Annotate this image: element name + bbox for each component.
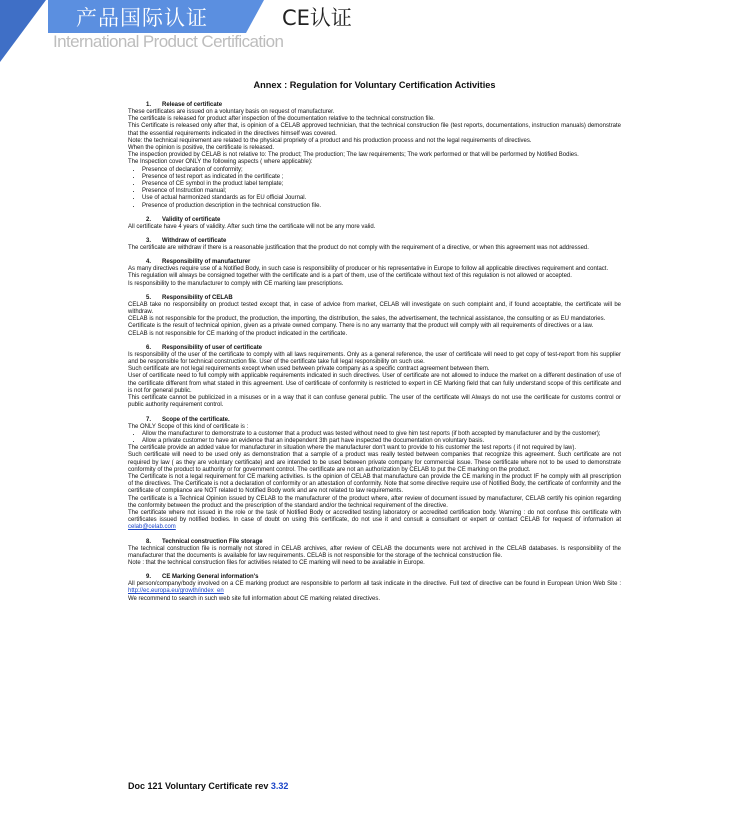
paragraph-text: These certificates are issued on a voluntary basis on request of manufacturer. [128, 109, 335, 115]
bullet-item: • Allow the manufacturer to demonstrate to a customer that a product was tested without need to give him test reports (if both accepted by manufacturer and by the customer); [142, 431, 621, 438]
section-heading-text: CE Marking General information's [162, 574, 259, 581]
paragraph-text: We recommend to search in such web site full information about CE marking related directives. [128, 595, 381, 602]
bullet-item: • Presence of production description in the technical construction file. [142, 203, 621, 210]
paragraph [128, 145, 621, 152]
paragraph-text: All person/company/body involved on a CE marking product are responsible to perform all task indicate in the directive. Full text of directive can be found in European Union Web Site : [128, 581, 621, 588]
paragraph [128, 245, 621, 252]
paragraph-text: The Certificate is not a legal requirement for CE marking activities. Is the opinion of CELAB that manufacture can provide the CE marking in the product IF he comply with all prescription of the directives. The Certificate is not a declaration of conformity or an attestation of conformity. Note that some directive require use of Notified Body, the certificate of conformity and the certificate of compliance are NOT related to Notified Body work and are not related to law requirements. [128, 473, 621, 495]
paragraph [128, 323, 621, 330]
paragraph [128, 123, 621, 137]
footer-doc-label: Doc 121 Voluntary Certificate rev [128, 781, 271, 791]
banner-english-title: International Product Certification [53, 32, 284, 51]
paragraph [128, 138, 621, 145]
section-heading [128, 574, 621, 581]
banner-triangle-decoration [0, 0, 46, 62]
bullet-list [128, 431, 621, 445]
paragraph-text: Note: the technical requirement are related to the physical propriety of a product and his production process and not the legal requirements of directives. [128, 137, 532, 144]
section-heading-text: Responsibility of user of certificate [162, 344, 263, 351]
section-number: 7. [146, 416, 152, 423]
paragraph [128, 581, 621, 595]
section-heading [128, 417, 621, 424]
paragraph-text: The certificate where not issued in the role or the task of Notified Body or accredited testing laboratory or accredited certification body. Warning : do not confuse this certificate with certificates issued by notified bodies. In case of doubt on using this certificate, do not use it and consult a consultant or expert or contact CELAB for request of information at [128, 509, 621, 524]
section-heading [128, 345, 621, 352]
paragraph [128, 331, 621, 338]
paragraph-text: The ONLY Scope of this kind of certificate is : [128, 423, 249, 430]
section-heading [128, 102, 621, 109]
paragraph [128, 316, 621, 323]
paragraph-text: This certificate cannot be publicized in a misuses or in a way that it can confuse general public. The user of the certificate will Always do not use the certificate for customs control or public authority requirement control. [128, 395, 621, 409]
paragraph [128, 266, 621, 273]
paragraph-text: The Inspection cover ONLY the following aspects ( where applicable): [128, 159, 313, 166]
paragraph [128, 546, 621, 560]
paragraph [128, 445, 621, 452]
section-heading [128, 259, 621, 266]
document-sections [128, 102, 621, 603]
paragraph-text: Certificate is the result of technical opinion, given as a private owned company. There is no any warranty that the product will comply with all requirements of directives or a law. [128, 323, 594, 330]
paragraph-text: The certificate is a Technical Opinion issued by CELAB to the manufacturer of the product where, after review of document issued by manufacturer, CELAB certify his opinion regarding the conformity between the product and the prescription of the standard and/or the technical requirement of the directive. [128, 495, 621, 509]
paragraph [128, 273, 621, 280]
bullet-list [128, 167, 621, 210]
section-6 [128, 345, 621, 410]
paragraph-text: User of certificate need to full comply with applicable requirements indicated in such directives. User of certificate are not allowed to induce the market on a different destination of use of the certificate different from what stated in this agreement. Use of certificate of conformity is restricted to expert in CE Marking field that can fully understand scope of this certificate and is not for general public. [128, 373, 621, 394]
document-footer [128, 781, 288, 791]
section-5 [128, 295, 621, 338]
paragraph [128, 452, 621, 474]
paragraph [128, 373, 621, 395]
bullet-item: • Presence of Instruction manual; [142, 188, 621, 195]
section-heading [128, 217, 621, 224]
paragraph [128, 560, 621, 567]
section-heading-text: Responsibility of manufacturer [162, 259, 251, 266]
paragraph [128, 596, 621, 603]
banner-ce-title: CE认证 [282, 6, 352, 30]
paragraph-text: CELAB is not responsible for the product, the production, the importing, the distribution, the sales, the advertisement, the technical assistance, the consulting or as EU mandatories. [128, 316, 606, 323]
paragraph-text: CELAB take no responsibility on product tested except that, in case of advice from market, CELAB will investigate on such complaint and, if found acceptable, the certificate will be withdraw. [128, 301, 621, 316]
section-heading-text: Scope of the certificate. [162, 416, 230, 423]
bullet-item: • Allow a private customer to have an evidence that an independent 3th part have inspected the documentation on voluntary basis. [142, 438, 621, 445]
section-heading [128, 539, 621, 546]
paragraph-text: CELAB is not responsible for CE marking of the product indicated in the certificate. [128, 330, 348, 337]
paragraph [128, 159, 621, 166]
section-number: 1. [146, 102, 152, 108]
section-number: 4. [146, 259, 152, 266]
paragraph-text: When the opinion is positive, the certificate is released. [128, 145, 275, 152]
bullet-item: • Presence of declaration of conformity; [142, 167, 621, 174]
paragraph-text: The technical construction file is normally not stored in CELAB archives, after review of CELAB the documents were not archived in the CELAB databases. Is responsibility of the manufacturer that the documents is available for law requirements. CELAB is not responsible for the storage of the technical construction file. [128, 545, 621, 559]
section-number: 5. [146, 294, 152, 301]
bullet-item: • Use of actual harmonized standards as for EU official Journal. [142, 195, 621, 202]
section-number: 9. [146, 574, 152, 581]
section-heading [128, 295, 621, 302]
paragraph [128, 474, 621, 496]
section-4 [128, 259, 621, 288]
paragraph-text: The certificate provide an added value for manufacturer in situation where the manufacturer don't want to provide to his customer the test reports ( if not required by law). [128, 445, 577, 452]
paragraph-text: This Certificate is released only after that, is opinion of a CELAB approved technician, that the technical construction file (test reports, documentations, instruction manuals) demonstrate that the essential requirements indicated in the directives himself was covered. [128, 123, 621, 137]
paragraph-text: The certificate is released for product after inspection of the documentation relative to the technical construction file. [128, 116, 435, 123]
paragraph-text: The certificate are withdraw if there is a reasonable justification that the product do not comply with the requirement of a directive, or when this agreement was not addressed. [128, 245, 589, 252]
paragraph-text: The inspection provided by CELAB is not relative to: The product; The production; The law requirements; The work performed or that will be performed by Notified Bodies. [128, 152, 579, 159]
paragraph [128, 424, 621, 431]
paragraph-text: All certificate have 4 years of validity. After such time the certificate will not be any more valid. [128, 223, 376, 230]
paragraph-text: Is responsibility to the manufacturer to comply with CE marking law prescriptions. [128, 280, 344, 287]
paragraph [128, 496, 621, 510]
paragraph [128, 302, 621, 316]
paragraph [128, 395, 621, 409]
paragraph [128, 116, 621, 123]
section-8 [128, 539, 621, 568]
section-heading-text: Withdraw of certificate [162, 238, 227, 245]
paragraph [128, 224, 621, 231]
paragraph-text: This regulation will always be consigned together with the certificate and is a part of them, use of the certificate without text of this regulation is not allowed or accepted. [128, 273, 572, 280]
section-1 [128, 102, 621, 210]
paragraph [128, 352, 621, 366]
section-9 [128, 574, 621, 603]
section-number: 8. [146, 538, 152, 545]
paragraph [128, 109, 621, 116]
footer-revision: 3.32 [270, 781, 289, 791]
paragraph-text: Such certificate will need to be used only as demonstration that a sample of a product was really tested between companies that recognize this agreement. Such certificate are not required by law ( as they are voluntary certificate) and are intended to be used between private company for commercial issue. These certificate where not to be used to demonstrate conformity of the product to authority or for government control. The certificate are not an authorization by CELAB to put the CE marking on the product. [128, 452, 621, 473]
banner-chinese-title: 产品国际认证 [76, 6, 208, 30]
paragraph [128, 152, 621, 159]
paragraph-text: Such certificate are not legal requirements except when used between private company as a specific contract agreement between them. [128, 366, 490, 373]
paragraph-text: As many directives require use of a Notified Body, in such case is responsibility of producer or his representative in Europe to follow all applicable directives requirement and contact. [128, 266, 609, 273]
paragraph-link[interactable]: celab@celab.com [128, 524, 176, 531]
section-number: 2. [146, 216, 152, 223]
paragraph [128, 510, 621, 532]
bullet-item: • Presence of CE symbol in the product label template; [142, 181, 621, 188]
section-heading [128, 238, 621, 245]
header-banner [0, 0, 751, 62]
document-title: Annex : Regulation for Voluntary Certification Activities [253, 80, 496, 90]
section-number: 6. [146, 344, 152, 351]
section-heading-text: Validity of certificate [162, 216, 221, 223]
section-number: 3. [146, 238, 152, 245]
section-2 [128, 217, 621, 231]
section-heading-text: Release of certificate [162, 102, 223, 108]
section-heading-text: Responsibility of CELAB [162, 294, 233, 301]
section-heading-text: Technical construction File storage [162, 538, 263, 545]
paragraph [128, 281, 621, 288]
section-3 [128, 238, 621, 252]
paragraph-link[interactable]: http://ec.europa.eu/growth/index_en [128, 588, 224, 595]
document-body [128, 80, 621, 610]
bullet-item: • Presence of test report as indicated in the certificate ; [142, 174, 621, 181]
paragraph-text: Is responsibility of the user of the certificate to comply with all laws requirements. Only as a general reference, the user of certificate will need to get copy of test-report from his supplier and be responsible for technical construction file. User of the certificate take full legal responsibility on such use. [128, 351, 621, 366]
paragraph-text: Note : that the technical construction files for activities related to CE marking will need to be available in Europe. [128, 559, 425, 566]
paragraph [128, 366, 621, 373]
section-7 [128, 417, 621, 532]
